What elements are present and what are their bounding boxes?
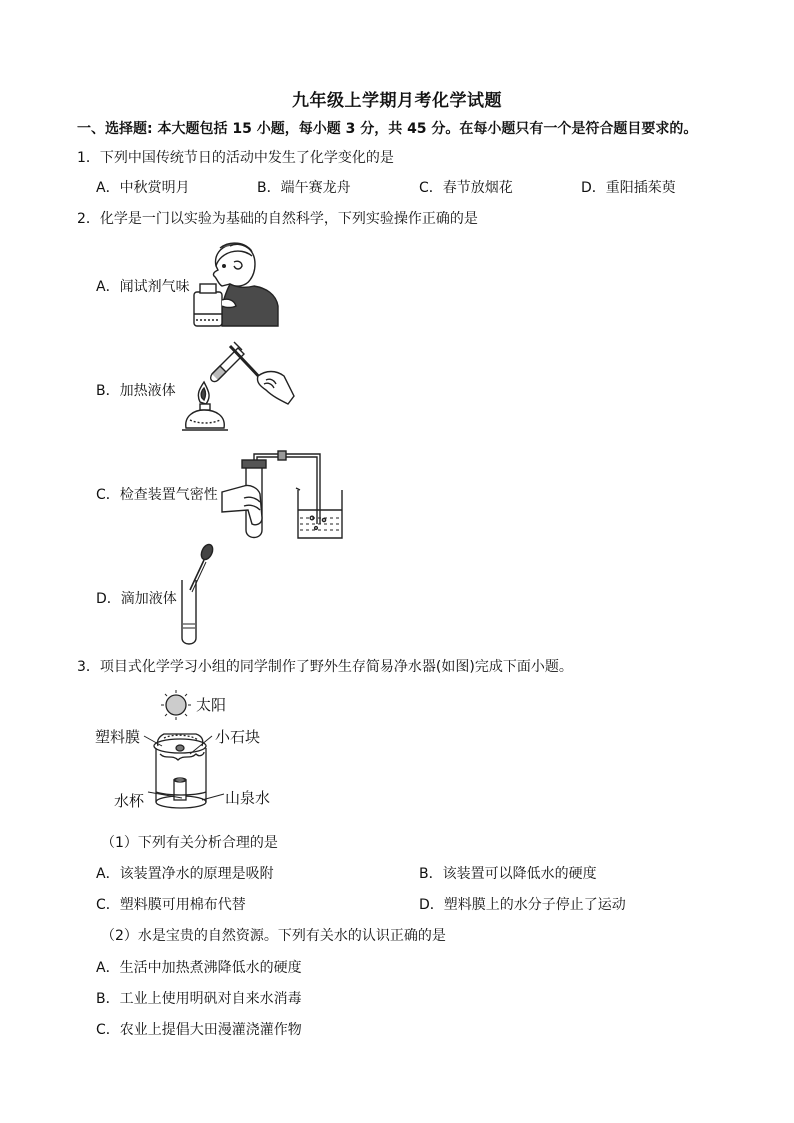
label-sun: 太阳 — [196, 696, 227, 714]
q3-sub2-option-c: C．农业上提倡大田漫灌浇灌作物 — [96, 1022, 302, 1038]
airtightness-check-figure — [220, 448, 346, 544]
section-heading: 一、选择题: 本大题包括 15 小题，每小题 3 分，共 45 分。在每小题只有一个是符合题目要求的。 — [77, 121, 698, 137]
q1-option-a: A．中秋赏明月 — [96, 180, 190, 196]
q3-sub1-option-c: C．塑料膜可用棉布代替 — [96, 897, 246, 913]
q2-option-a: A．闻试剂气味 — [96, 279, 190, 295]
q3-sub2-stem: （2）水是宝贵的自然资源。下列有关水的认识正确的是 — [101, 928, 446, 944]
label-spring-water: 山泉水 — [225, 789, 271, 807]
question-1-stem: 1．下列中国传统节日的活动中发生了化学变化的是 — [77, 150, 394, 166]
q3-sub1-option-a: A．该装置净水的原理是吸附 — [96, 866, 274, 882]
q1-option-b: B．端午赛龙舟 — [257, 180, 351, 196]
label-water-cup: 水杯 — [114, 792, 145, 810]
q2-option-c: C．检查装置气密性 — [96, 487, 218, 503]
heat-liquid-figure — [176, 340, 298, 438]
q3-sub1-option-b: B．该装置可以降低水的硬度 — [419, 866, 597, 882]
q3-sub2-option-a: A．生活中加热煮沸降低水的硬度 — [96, 960, 302, 976]
q2-option-b: B．加热液体 — [96, 383, 176, 399]
page-title: 九年级上学期月考化学试题 — [292, 91, 502, 111]
q3-sub1-stem: （1）下列有关分析合理的是 — [101, 835, 278, 851]
q2-option-d: D．滴加液体 — [96, 591, 177, 607]
q1-option-c: C．春节放烟花 — [419, 180, 513, 196]
figure-leader-lines — [140, 700, 270, 810]
q3-sub1-option-d: D．塑料膜上的水分子停止了运动 — [419, 897, 626, 913]
q3-sub2-option-b: B．工业上使用明矾对自来水消毒 — [96, 991, 302, 1007]
add-liquid-dropper-figure — [172, 540, 222, 646]
label-plastic-film: 塑料膜 — [95, 728, 141, 746]
smell-reagent-figure — [190, 236, 280, 328]
question-2-stem: 2．化学是一门以实验为基础的自然科学，下列实验操作正确的是 — [77, 211, 478, 227]
question-3-stem: 3．项目式化学学习小组的同学制作了野外生存简易净水器(如图)完成下面小题。 — [77, 659, 573, 675]
q1-option-d: D．重阳插茱萸 — [581, 180, 676, 196]
label-small-stone: 小石块 — [215, 728, 261, 746]
